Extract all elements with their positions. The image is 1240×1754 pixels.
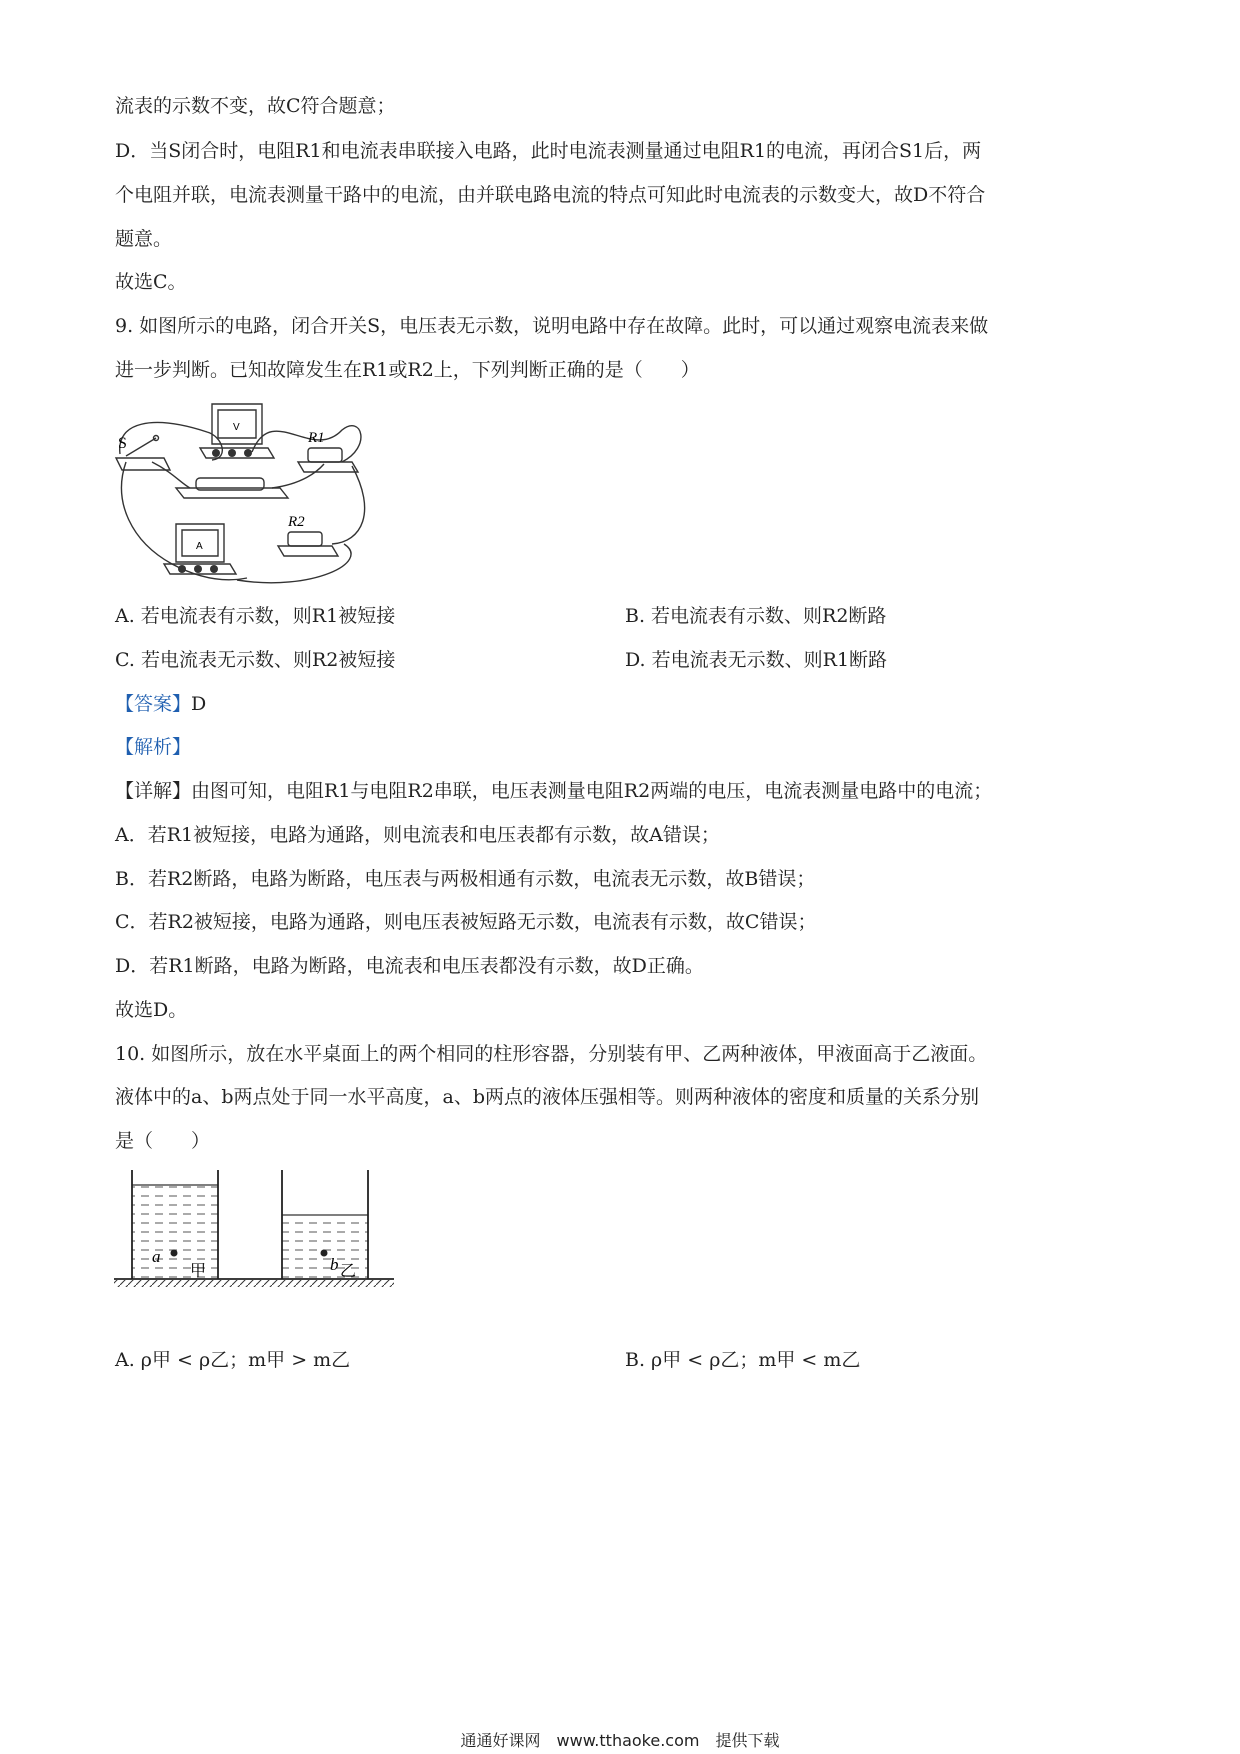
q9-detail-line: [115, 777, 992, 805]
q9-explain-a: A．若R1被短接，电路为通路，则电流表和电压表都有示数，故A错误；: [115, 824, 720, 846]
text-line-d1: D．当S闭合时，电阻R1和电流表串联接入电路，此时电流表测量通过电阻R1的电流，再闭合S1后，两: [115, 140, 982, 162]
liquid-jia-label: 甲: [190, 1261, 207, 1280]
switch-label: S: [118, 435, 127, 452]
detail-tag: 【详解】: [115, 780, 192, 802]
text-choose-c: 故选C。: [115, 271, 187, 293]
q10-stem-line2: 液体中的a、b两点处于同一水平高度，a、b两点的液体压强相等。则两种液体的密度和质量的关系分别: [115, 1086, 979, 1108]
point-a-label: a: [152, 1247, 161, 1266]
q9-option-b: B. 若电流表有示数、则R2断路: [625, 605, 887, 627]
text-line-d2: 个电阻并联，电流表测量干路中的电流，由并联电路电流的特点可知此时电流表的示数变大，故D不符合: [115, 184, 986, 206]
q10-containers-figure: [112, 1165, 412, 1295]
detail-text: 由图可知，电阻R1与电阻R2串联，电压表测量电阻R2两端的电压，电流表测量电路中的电流；: [191, 780, 993, 802]
q9-option-a: A. 若电流表有示数，则R1被短接: [115, 605, 396, 627]
answer-tag: 【答案】: [115, 693, 192, 715]
text-line-c-end: 流表的示数不变，故C符合题意；: [115, 95, 396, 117]
ammeter-label: A: [196, 541, 203, 552]
q10-stem-line1: 10. 如图所示，放在水平桌面上的两个相同的柱形容器，分别装有甲、乙两种液体，甲液面高于乙液面。: [115, 1043, 988, 1065]
r1-label: R1: [308, 430, 325, 446]
analysis-tag: 【解析】: [115, 736, 192, 758]
page-footer: 通通好课网 www.tthaoke.com 提供下载: [460, 1731, 780, 1750]
q9-option-c: C. 若电流表无示数、则R2被短接: [115, 649, 396, 671]
answer-value: D: [191, 693, 207, 715]
voltmeter-label: V: [233, 422, 240, 433]
q10-stem-line3: 是（ ）: [115, 1130, 211, 1152]
q9-answer-line: [115, 690, 206, 718]
r2-label: R2: [288, 514, 305, 530]
q9-circuit-figure: [112, 392, 392, 592]
q9-explain-c: C．若R2被短接，电路为通路，则电压表被短路无示数，电流表有示数，故C错误；: [115, 911, 817, 933]
q10-option-a: A. ρ甲 < ρ乙；m甲 > m乙: [115, 1349, 351, 1371]
q9-explain-d: D．若R1断路，电路为断路，电流表和电压表都没有示数，故D正确。: [115, 955, 704, 977]
q9-option-d: D. 若电流表无示数、则R1断路: [625, 649, 888, 671]
q10-option-b: B. ρ甲 < ρ乙；m甲 < m乙: [625, 1349, 861, 1371]
q9-stem-line1: 9. 如图所示的电路，闭合开关S，电压表无示数，说明电路中存在故障。此时，可以通过观察电流表来做: [115, 315, 989, 337]
q9-explain-b: B．若R2断路，电路为断路，电压表与两极相通有示数，电流表无示数，故B错误；: [115, 868, 816, 890]
text-line-d3: 题意。: [115, 228, 173, 250]
point-b-label: b: [330, 1255, 339, 1274]
liquid-yi-label: 乙: [340, 1261, 357, 1280]
q9-choose: 故选D。: [115, 999, 188, 1021]
q9-stem-line2: 进一步判断。已知故障发生在R1或R2上，下列判断正确的是（ ）: [115, 359, 700, 381]
